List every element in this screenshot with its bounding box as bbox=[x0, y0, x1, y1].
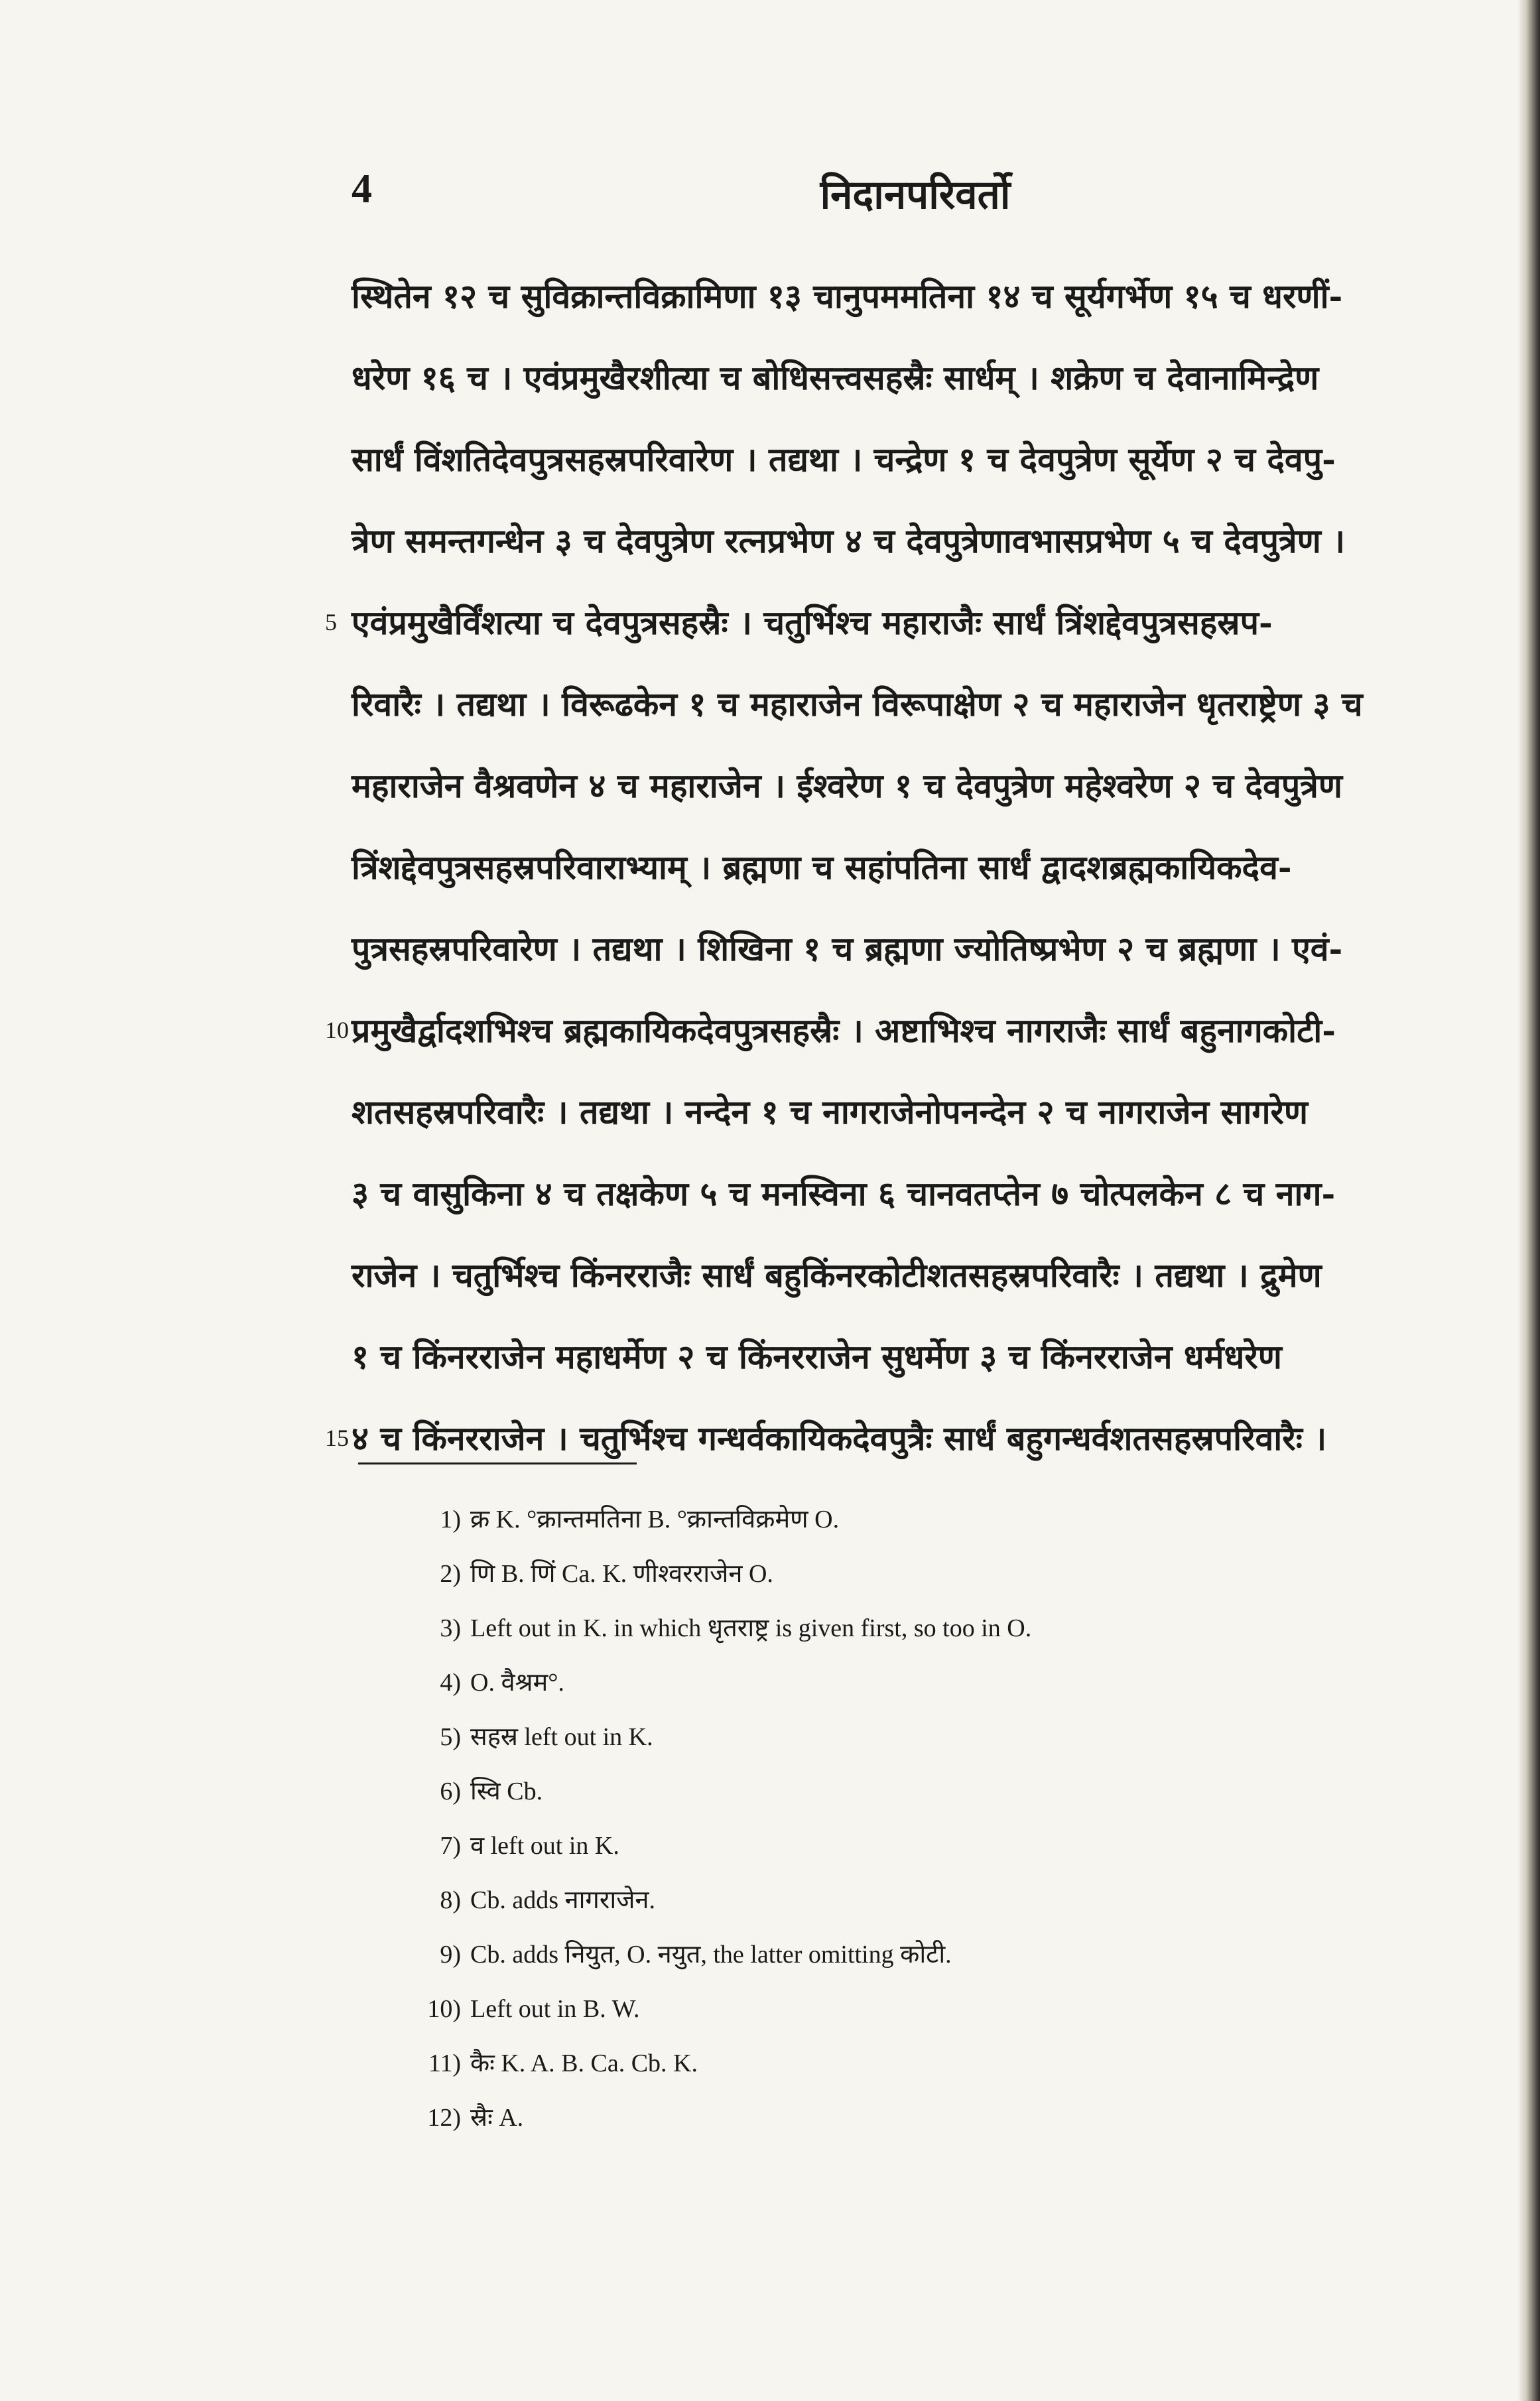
text-line bbox=[279, 1153, 1499, 1234]
text-line bbox=[279, 663, 1499, 745]
text-line bbox=[279, 745, 1499, 826]
running-title: निदानपरिवर्तो bbox=[820, 172, 1011, 218]
footnote-number: 4) bbox=[440, 1669, 461, 1697]
footnote-text: सहस्र left out in K. bbox=[470, 1723, 653, 1751]
footnote-number: 9) bbox=[440, 1941, 461, 1969]
line-text: शतसहस्रपरिवारैः । तद्यथा । नन्देन १ च नागराजेनोपनन्देन २ च नागराजेन सागरेण bbox=[352, 1092, 1309, 1132]
footnote bbox=[405, 2091, 1399, 2145]
footnote-text: O. वैश्रम°. bbox=[470, 1669, 564, 1697]
text-line bbox=[279, 908, 1499, 990]
footnote-number: 3) bbox=[440, 1614, 461, 1642]
line-text: महाराजेन वैश्रवणेन ४ च महाराजेन । ईश्वरेण १ च देवपुत्रेण महेश्वरेण २ च देवपुत्रेण bbox=[352, 766, 1342, 805]
text-line bbox=[279, 1397, 1499, 1479]
line-text: एवंप्रमुखैर्विंशत्या च देवपुत्रसहस्रैः । चतुर्भिश्च महाराजैः सार्धं त्रिंशद्देवपुत्रसहस्रप- bbox=[352, 603, 1273, 642]
line-number: 10 bbox=[325, 1017, 349, 1043]
footnote bbox=[405, 1927, 1399, 1982]
text-line bbox=[279, 500, 1499, 582]
footnote bbox=[405, 1873, 1399, 1927]
text-line bbox=[279, 419, 1499, 500]
line-number: 15 bbox=[325, 1425, 349, 1451]
text-line bbox=[279, 255, 1499, 337]
footnote bbox=[405, 1764, 1399, 1819]
footnote bbox=[405, 1819, 1399, 1873]
footnote-number: 2) bbox=[440, 1560, 461, 1588]
line-text: पुत्रसहस्रपरिवारेण । तद्यथा । शिखिना १ च ब्रह्मणा ज्योतिष्प्रभेण २ च ब्रह्मणा । एवं- bbox=[352, 929, 1343, 968]
footnote bbox=[405, 1710, 1399, 1764]
footnote-text: णि B. णिं Ca. K. णीश्वरराजेन O. bbox=[470, 1560, 773, 1588]
footnote-number: 8) bbox=[440, 1886, 461, 1914]
page-number: 4 bbox=[352, 166, 372, 212]
footnote-number: 11) bbox=[428, 2049, 461, 2077]
footnote-text: व left out in K. bbox=[470, 1832, 619, 1860]
footnote-text: Left out in B. W. bbox=[470, 1995, 640, 2023]
book-spine-shadow bbox=[1517, 0, 1540, 2401]
footnote-number: 12) bbox=[427, 2104, 461, 2132]
main-text bbox=[279, 255, 1499, 1479]
footnote bbox=[405, 1547, 1399, 1601]
line-number: 5 bbox=[325, 609, 337, 635]
text-line bbox=[279, 582, 1499, 663]
text-line bbox=[279, 1316, 1499, 1397]
footnote-divider bbox=[358, 1462, 637, 1464]
line-text: रिवारैः । तद्यथा । विरूढकेन १ च महाराजेन विरूपाक्षेण २ च महाराजेन धृतराष्ट्रेण ३ च bbox=[352, 684, 1363, 724]
line-text: धरेण १६ च । एवंप्रमुखैरशीत्या च बोधिसत्त्वसहस्रैः सार्धम् । शक्रेण च देवानामिन्द्रेण bbox=[352, 358, 1319, 397]
footnote-number: 5) bbox=[440, 1723, 461, 1751]
footnote-text: स्रैः A. bbox=[470, 2104, 524, 2132]
text-line bbox=[279, 1234, 1499, 1316]
line-text: स्थितेन १२ च सुविक्रान्तविक्रामिणा १३ चानुपममतिना १४ च सूर्यगर्भेण १५ च धरणीं- bbox=[352, 277, 1343, 316]
footnote-text: Cb. adds नियुत, O. नयुत, the latter omitting कोटी. bbox=[470, 1941, 952, 1969]
line-text: १ च किंनरराजेन महाधर्मेण २ च किंनरराजेन सुधर्मेण ३ च किंनरराजेन धर्मधरेण bbox=[352, 1337, 1282, 1376]
footnote-number: 7) bbox=[440, 1832, 461, 1860]
footnote bbox=[405, 1655, 1399, 1710]
text-line bbox=[279, 990, 1499, 1071]
footnote-text: Left out in K. in which धृतराष्ट्र is given first, so too in O. bbox=[470, 1614, 1032, 1642]
text-line bbox=[279, 337, 1499, 419]
footnote-text: कैः K. A. B. Ca. Cb. K. bbox=[470, 2049, 698, 2077]
line-text: त्रिंशद्देवपुत्रसहस्रपरिवाराभ्याम् । ब्रह्मणा च सहांपतिना सार्धं द्वादशब्रह्मकायिकदेव- bbox=[352, 848, 1292, 887]
text-line bbox=[279, 1071, 1499, 1153]
text-line bbox=[279, 826, 1499, 908]
footnote bbox=[405, 1601, 1399, 1655]
line-text: प्रमुखैर्द्वादशभिश्च ब्रह्मकायिकदेवपुत्रसहस्रैः । अष्टाभिश्च नागराजैः सार्धं बहुनागकोटी- bbox=[352, 1011, 1336, 1050]
footnote bbox=[405, 1492, 1399, 1547]
footnote-text: स्वि Cb. bbox=[470, 1778, 543, 1805]
footnote bbox=[405, 1982, 1399, 2036]
footnote-text: क्र K. °क्रान्तमतिना B. °क्रान्तविक्रमेण O. bbox=[470, 1506, 840, 1533]
footnote-number: 6) bbox=[440, 1778, 461, 1805]
footnote bbox=[405, 2036, 1399, 2091]
line-text: ४ च किंनरराजेन । चतुर्भिश्च गन्धर्वकायिकदेवपुत्रैः सार्धं बहुगन्धर्वशतसहस्रपरिवारैः । bbox=[352, 1419, 1327, 1458]
footnote-number: 1) bbox=[440, 1506, 461, 1533]
footnote-text: Cb. adds नागराजेन. bbox=[470, 1886, 655, 1914]
line-text: ३ च वासुकिना ४ च तक्षकेण ५ च मनस्विना ६ चानवतप्तेन ७ चोत्पलकेन ८ च नाग- bbox=[352, 1174, 1336, 1213]
line-text: त्रेण समन्तगन्धेन ३ च देवपुत्रेण रत्नप्रभेण ४ च देवपुत्रेणावभासप्रभेण ५ च देवपुत्रेण । bbox=[352, 521, 1346, 560]
line-text: राजेन । चतुर्भिश्च किंनरराजैः सार्धं बहुकिंनरकोटीशतसहस्रपरिवारैः । तद्यथा । द्रुमेण bbox=[352, 1256, 1322, 1295]
footnote-number: 10) bbox=[427, 1995, 461, 2023]
line-text: सार्धं विंशतिदेवपुत्रसहस्रपरिवारेण । तद्यथा । चन्द्रेण १ च देवपुत्रेण सूर्येण २ च देवपु- bbox=[352, 440, 1336, 479]
page-header bbox=[352, 166, 1479, 239]
footnotes bbox=[405, 1492, 1399, 2145]
